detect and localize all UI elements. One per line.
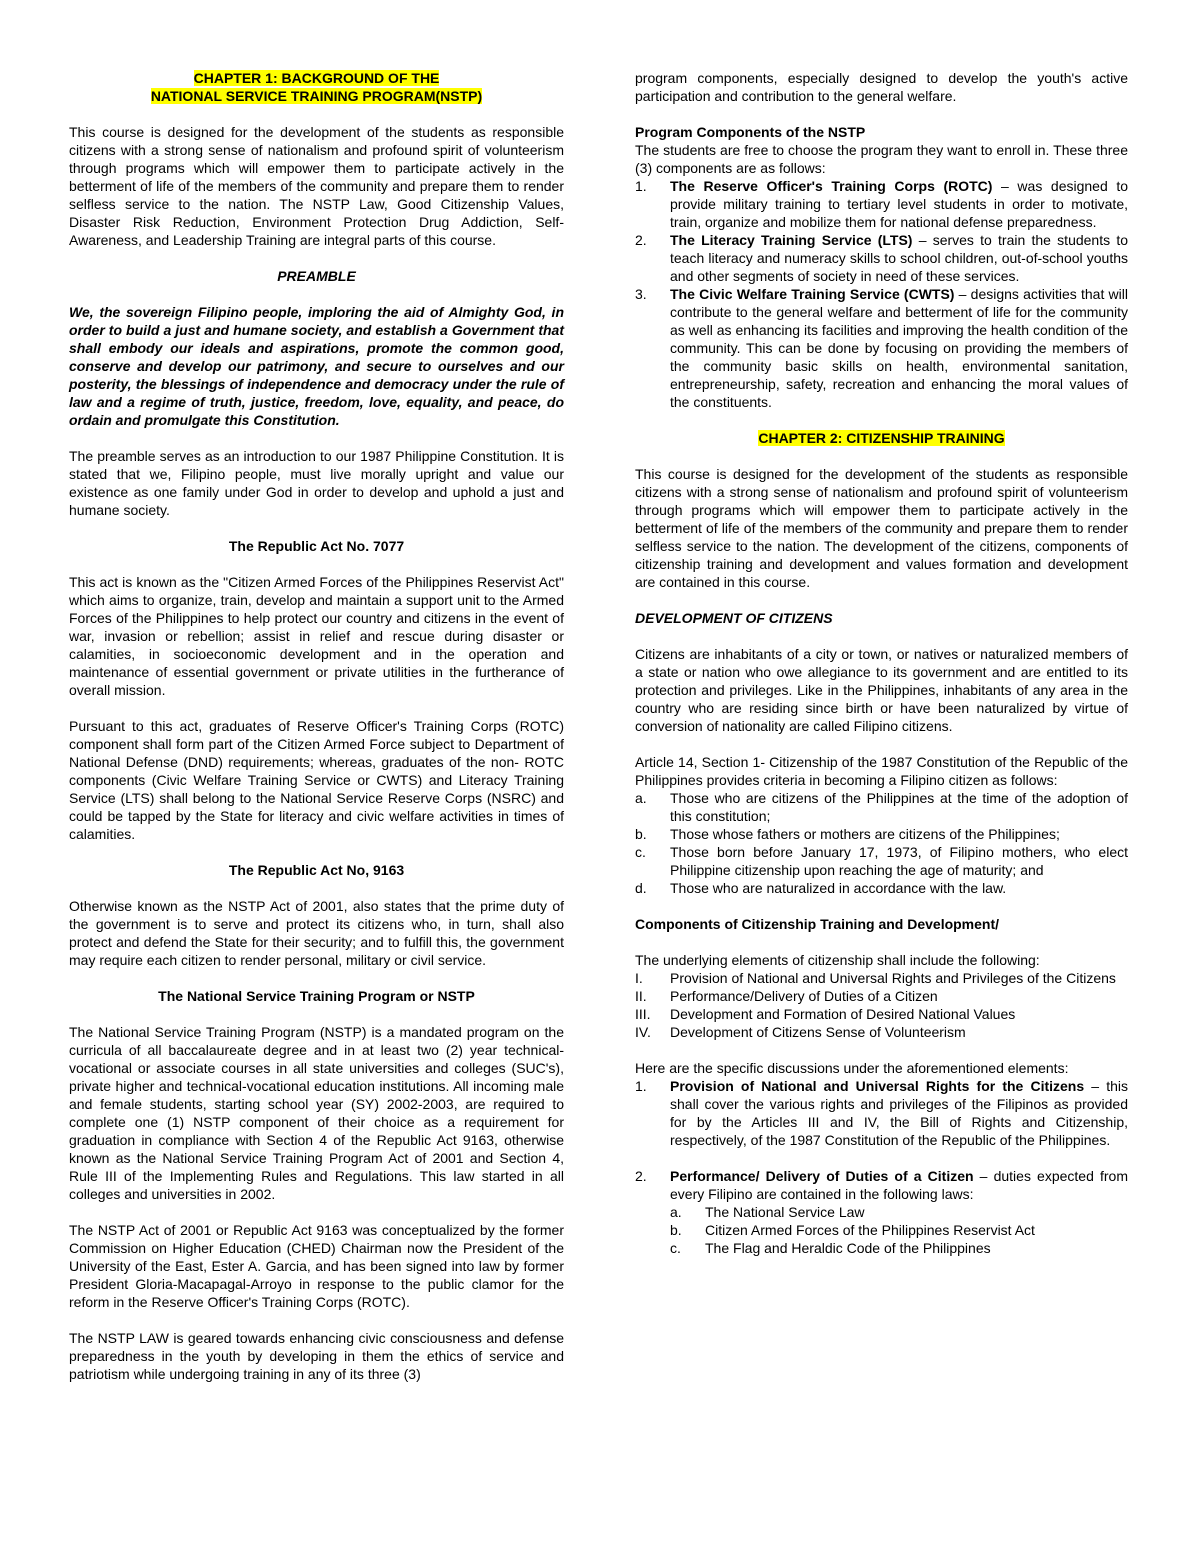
list-item: d. Those who are naturalized in accordance with the law. <box>635 880 1007 896</box>
list-item: III. Development and Formation of Desired National Values <box>635 1006 1016 1022</box>
ra9163-heading: The Republic Act No, 9163 <box>228 862 405 878</box>
list-item: c. The Flag and Heraldic Code of the Philippines <box>670 1240 991 1256</box>
right-column <box>635 69 1128 1257</box>
list-item: 3. The Civic Welfare Training Service (CWTS) – designs activities that will contribute to the general welfare and betterment of life for the community as well as enhancing its facilities and improving the health condition of the community. This can be done by focusing on providing the members of the community basic skills on health, environmental sanitation, entrepreneurship, safety, recreation and enhancing the moral values of the constituents. <box>635 286 1128 410</box>
nstp-paragraph-1: The National Service Training Program (NSTP) is a mandated program on the curricula of all baccalaureate degree and in at least two (2) year technical-vocational or associate courses in all state universities and colleges (SUC's), private higher and technical-vocational education institutions. All incoming male and female students, starting school year (SY) 2002-2003, are required to complete one (1) NSTP component of their choice as a requirement for graduation in compliance with Section 4 of the Republic Act 9163, otherwise known as the National Service Training Program Act of 2001 and Section 4, Rule III of the Implementing Rules and Regulations. This law started in all colleges and universities in 2002. <box>69 1024 564 1202</box>
development-paragraph-2: Article 14, Section 1- Citizenship of the 1987 Constitution of the Republic of the Philippines provides criteria in becoming a Filipino citizen as follows: <box>635 754 1128 788</box>
laws-list <box>670 1203 1128 1257</box>
list-item: 2. Performance/ Delivery of Duties of a Citizen – duties expected from every Filipino are contained in the following laws: a. The National Service Law b. Citizen Armed Forces of the Philippines Reservist Act c. The Flag and Heraldic Code of the Philippines <box>635 1168 1128 1256</box>
development-paragraph-1: Citizens are inhabitants of a city or town, or natives or naturalized members of a state or nation who owe allegiance to its government and are entitled to its protection and privileges. Like in the Philippines, inhabitants of any area in the country who are residing since birth or have been naturalized by virtue of conversion of nationality are called Filipino citizens. <box>635 646 1128 734</box>
components-heading: Program Components of the NSTP <box>635 124 866 140</box>
ra7077-paragraph-1: This act is known as the "Citizen Armed Forces of the Philippines Reservist Act" which aims to organize, train, develop and maintain a support unit to the Armed Forces of the Philippines to help protect our country and citizens in the event of war, invasion or rebellion; assist in relief and rescue during disaster or calamities, in socioeconomic development and in the operation and maintenance of essential government or private utilities in the furtherance of overall mission. <box>69 574 564 698</box>
specific-intro: Here are the specific discussions under the aforementioned elements: <box>635 1060 1069 1076</box>
preamble-explanation: The preamble serves as an introduction to our 1987 Philippine Constitution. It is stated that we, Filipino people, must live morally upright and value our existence as one family under God in order to develop and uphold a just and humane society. <box>69 448 564 518</box>
left-column <box>69 69 564 1383</box>
list-item: a. Those who are citizens of the Philippines at the time of the adoption of this constitution; <box>635 790 1128 824</box>
criteria-list <box>635 789 1128 897</box>
chapter1-title: CHAPTER 1: BACKGROUND OF THE NATIONAL SERVICE TRAINING PROGRAM(NSTP) <box>150 70 483 104</box>
list-item: a. The National Service Law <box>670 1204 865 1220</box>
list-item: I. Provision of National and Universal Rights and Privileges of the Citizens <box>635 970 1116 986</box>
ra7077-heading: The Republic Act No. 7077 <box>228 538 405 554</box>
components-intro: The students are free to choose the program they want to enroll in. These three (3) components are as follows: <box>635 142 1128 176</box>
nstp-paragraph-2: The NSTP Act of 2001 or Republic Act 9163 was conceptualized by the former Commission on Higher Education (CHED) Chairman now the President of the University of the East, Ester A. Garcia, and has been signed into law by former President Gloria-Macapagal-Arroyo in response to the public clamor for the reform in the Reserve Officer's Training Corps (ROTC). <box>69 1222 564 1310</box>
nstp-paragraph-3: The NSTP LAW is geared towards enhancing civic consciousness and defense preparedness in the youth by developing in them the ethics of service and patriotism while undergoing training in any of its three (3) <box>69 1330 564 1382</box>
ra9163-paragraph: Otherwise known as the NSTP Act of 2001, also states that the prime duty of the government is to serve and protect its citizens who, in turn, shall also protect and defend the State for their security; and to fulfill this, the government may require each citizen to render personal, military or civil service. <box>69 898 564 968</box>
components-citizenship-intro: The underlying elements of citizenship shall include the following: <box>635 952 1040 968</box>
list-item: 2. The Literacy Training Service (LTS) – serves to train the students to teach literacy and numeracy skills to school children, out-of-school youths and other segments of society in need of these services. <box>635 232 1128 284</box>
list-item: 1. Provision of National and Universal Rights for the Citizens – this shall cover the various rights and privileges of the Filipinos as provided for by the Articles III and IV, the Bill of Rights and Citizenship, respectively, of the 1987 Constitution of the Republic of the Philippines. <box>635 1078 1128 1148</box>
list-item: 1. The Reserve Officer's Training Corps (ROTC) – was designed to provide military training to tertiary level students in order to motivate, train, organize and mobilize them for national defense preparedness. <box>635 178 1128 230</box>
chapter1-intro: This course is designed for the development of the students as responsible citizens with a strong sense of nationalism and profound spirit of volunteerism through programs which will empower them to participate actively in the betterment of life of the members of the community and prepare them to render selfless service to the nation. The NSTP Law, Good Citizenship Values, Disaster Risk Reduction, Environment Protection Drug Addiction, Self-Awareness, and Leadership Training are integral parts of this course. <box>69 124 564 248</box>
preamble-text: We, the sovereign Filipino people, imploring the aid of Almighty God, in order to build a just and humane society, and establish a Government that shall embody our ideals and aspirations, promote the common good, conserve and develop our patrimony, and secure to ourselves and our posterity, the blessings of independence and democracy under the rule of law and a regime of truth, justice, freedom, love, equality, and peace, do ordain and promulgate this Constitution. <box>69 304 564 428</box>
list-item: b. Those whose fathers or mothers are citizens of the Philippines; <box>635 826 1060 842</box>
elements-list <box>635 969 1128 1041</box>
list-item: II. Performance/Delivery of Duties of a Citizen <box>635 988 938 1004</box>
nstp-heading: The National Service Training Program or NSTP <box>158 988 475 1004</box>
chapter2-title: CHAPTER 2: CITIZENSHIP TRAINING <box>758 430 1005 446</box>
chapter2-intro: This course is designed for the development of the students as responsible citizens with a strong sense of nationalism and profound spirit of volunteerism through programs which will empower them to participate actively in the betterment of life of the members of the community and prepare them to render selfless service to the nation. The development of the citizens, components of citizenship training and development and values formation and development are contained in this course. <box>635 466 1128 590</box>
development-heading: DEVELOPMENT OF CITIZENS <box>635 610 833 626</box>
list-item: b. Citizen Armed Forces of the Philippines Reservist Act <box>670 1222 1035 1238</box>
list-item: c. Those born before January 17, 1973, of Filipino mothers, who elect Philippine citizenship upon reaching the age of maturity; and <box>635 844 1128 878</box>
continuation-paragraph: program components, especially designed to develop the youth's active participation and contribution to the general welfare. <box>635 70 1128 104</box>
specific-list <box>635 1077 1128 1257</box>
components-list <box>635 177 1128 411</box>
ra7077-paragraph-2: Pursuant to this act, graduates of Reserve Officer's Training Corps (ROTC) component shall form part of the Citizen Armed Force subject to Department of National Defense (DND) requirements; whereas, graduates of the non- ROTC components (Civic Welfare Training Service or CWTS) and Literacy Training Service (LTS) shall belong to the National Service Reserve Corps (NSRC) and could be tapped by the State for literacy and civic welfare activities in times of calamities. <box>69 718 564 842</box>
list-item: IV. Development of Citizens Sense of Volunteerism <box>635 1024 966 1040</box>
components-citizenship-heading: Components of Citizenship Training and Development/ <box>635 916 1000 932</box>
preamble-heading: PREAMBLE <box>277 268 356 284</box>
